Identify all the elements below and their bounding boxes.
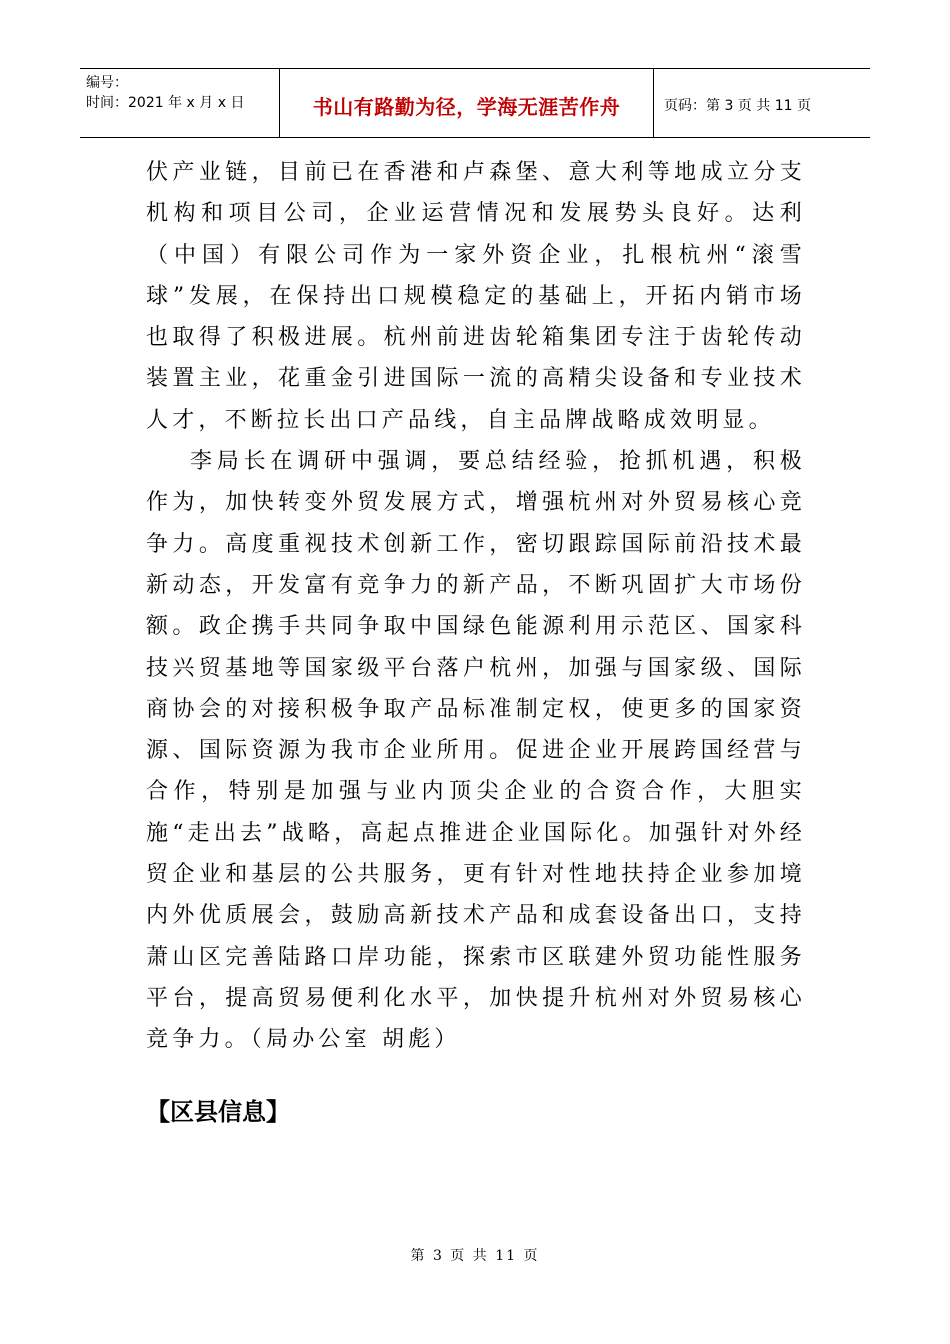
header-info-cell [80, 69, 280, 137]
document-number-label: 编号： [86, 75, 128, 91]
page-footer: 第 3 页 共 11 页 [410, 1248, 540, 1264]
page-header [80, 68, 870, 138]
header-page-code: 页码：第 3 页 共 11 页 [664, 98, 811, 114]
document-time-label: 时间：2021 年 x 月 x 日 [86, 95, 245, 111]
paragraph: 李局长在调研中强调，要总结经验，抢抓机遇，积极作为，加快转变外贸发展方式，增强杭州对外贸易核心竞争力。高度重视技术创新工作，密切跟踪国际前沿技术最新动态，开发富有竞争力的新产品，不断巩固扩大市场份额。政企携手共同争取中国绿色能源利用示范区、国家科技兴贸基地等国家级平台落户杭州，加强与国家级、国际商协会的对接积极争取产品标准制定权，使更多的国家资源、国际资源为我市企业所用。促进企业开展跨国经营与合作，特别是加强与业内顶尖企业的合资合作，大胆实施“走出去”战略，高起点推进企业国际化。加强针对外经贸企业和基层的公共服务，更有针对性地扶持企业参加境内外优质展会，鼓励高新技术产品和成套设备出口，支持萧山区完善陆路口岸功能，探索市区联建外贸功能性服务平台，提高贸易便利化水平，加快提升杭州对外贸易核心竞争力。（局办公室 胡彪） [146, 449, 806, 1053]
section-heading: 【区县信息】 [146, 1098, 290, 1126]
document-body [146, 152, 806, 1061]
paragraph: 伏产业链，目前已在香港和卢森堡、意大利等地成立分支机构和项目公司，企业运营情况和发展势头良好。达利（中国）有限公司作为一家外资企业，扎根杭州“滚雪球”发展，在保持出口规模稳定的基础上，开拓内销市场也取得了积极进展。杭州前进齿轮箱集团专注于齿轮传动装置主业，花重金引进国际一流的高精尖设备和专业技术人才，不断拉长出口产品线，自主品牌战略成效明显。 [146, 160, 806, 433]
header-motto: 书山有路勤为径，学海无涯苦作舟 [280, 69, 654, 137]
